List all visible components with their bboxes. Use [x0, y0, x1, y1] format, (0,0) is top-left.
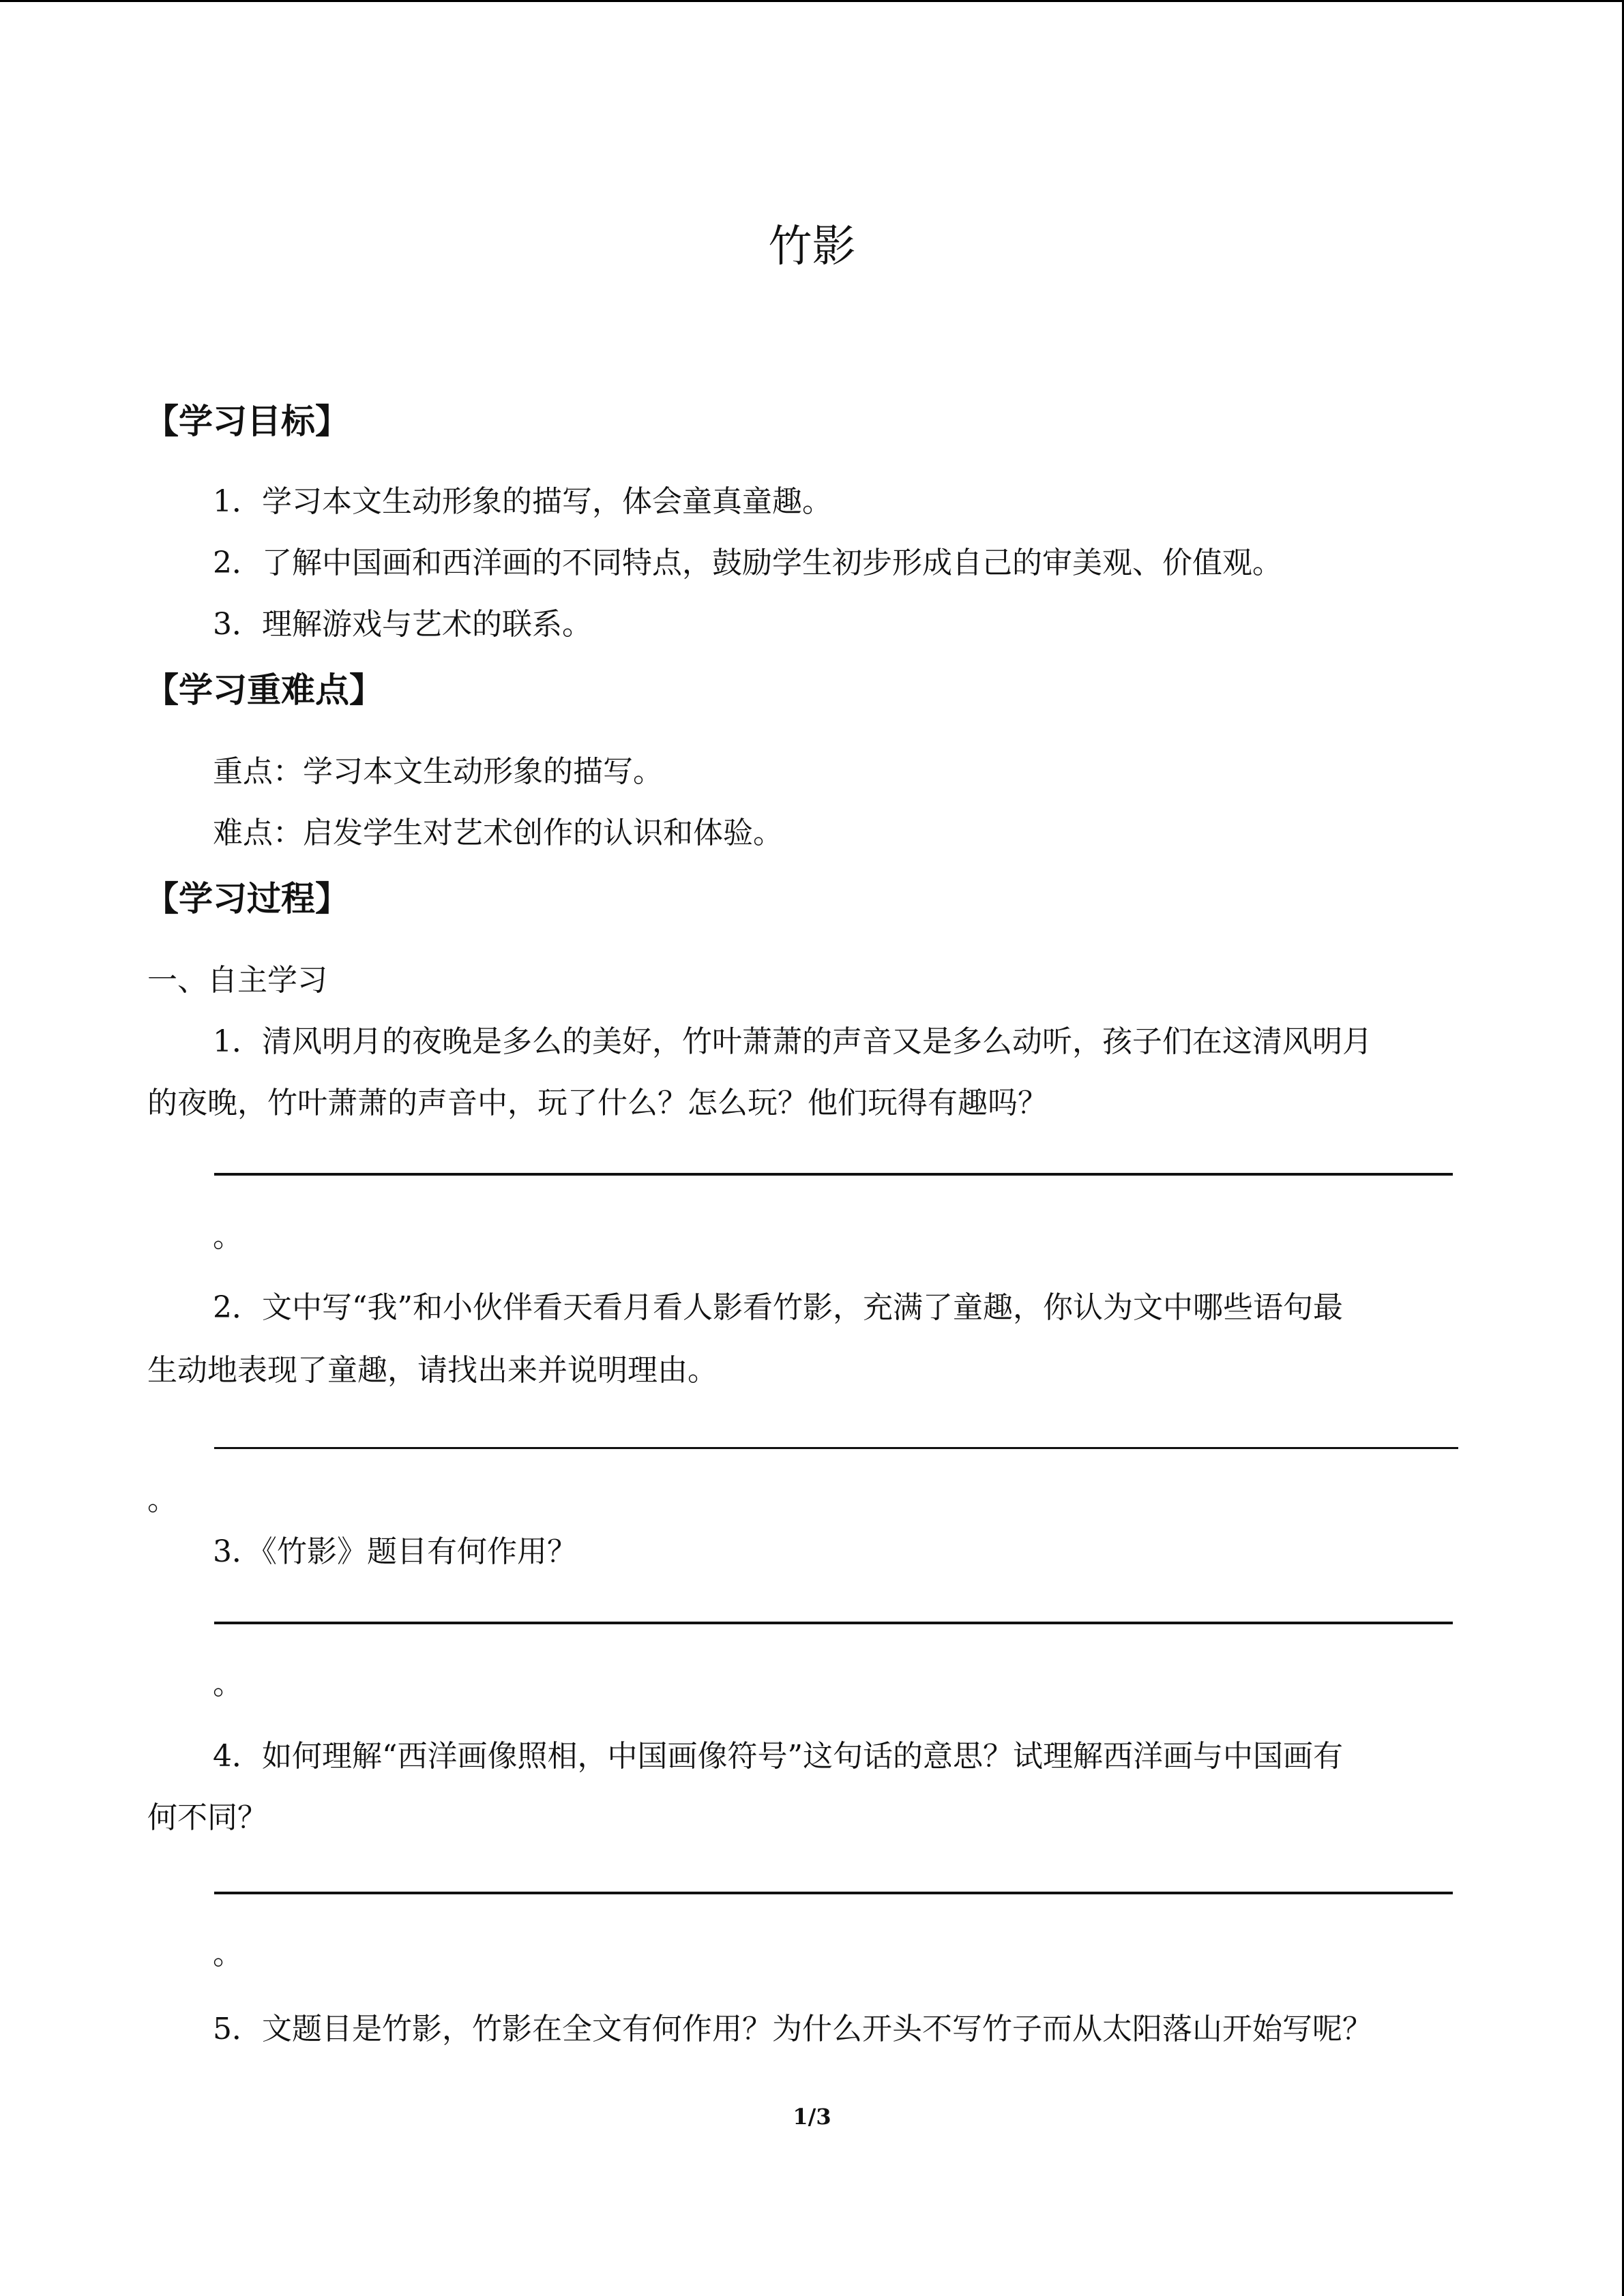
question-4-line-2: 何不同？ — [147, 1800, 267, 1835]
sub-heading: 一、自主学习 — [147, 963, 327, 998]
page-number: 1/3 — [793, 2104, 831, 2130]
answer-period: 。 — [213, 1219, 243, 1254]
question-3-line-1: 3．《竹影》题目有何作用？ — [213, 1534, 577, 1569]
key-point-item: 重点：学习本文生动形象的描写。 — [213, 754, 663, 789]
answer-line-4[interactable] — [214, 1892, 1453, 1894]
answer-period: 。 — [147, 1482, 177, 1517]
question-2-line-1: 2．文中写“我”和小伙伴看天看月看人影看竹影，充满了童趣，你认为文中哪些语句最 — [213, 1290, 1343, 1325]
key-points-heading: 【学习重难点】 — [145, 670, 383, 710]
question-2-line-2: 生动地表现了童趣，请找出来并说明理由。 — [147, 1353, 718, 1388]
answer-period: 。 — [213, 1937, 243, 1971]
answer-line-1[interactable] — [214, 1173, 1453, 1176]
page-title: 竹影 — [768, 222, 856, 272]
question-5-line-1: 5．文题目是竹影，竹影在全文有何作用？为什么开头不写竹子而从太阳落山开始写呢？ — [213, 2012, 1372, 2046]
answer-line-2[interactable] — [214, 1447, 1458, 1449]
objective-item: 2．了解中国画和西洋画的不同特点，鼓励学生初步形成自己的审美观、价值观。 — [213, 546, 1282, 580]
objective-item: 1．学习本文生动形象的描写，体会童真童趣。 — [213, 484, 832, 519]
question-4-line-1: 4．如何理解“西洋画像照相，中国画像符号”这句话的意思？试理解西洋画与中国画有 — [213, 1739, 1343, 1774]
question-1-line-1: 1．清风明月的夜晚是多么的美好，竹叶萧萧的声音又是多么动听，孩子们在这清风明月 — [213, 1024, 1372, 1059]
answer-period: 。 — [213, 1667, 243, 1701]
process-heading: 【学习过程】 — [145, 878, 349, 919]
objective-item: 3．理解游戏与艺术的联系。 — [213, 607, 592, 642]
answer-line-3[interactable] — [214, 1622, 1453, 1624]
question-1-line-2: 的夜晚，竹叶萧萧的声音中，玩了什么？怎么玩？他们玩得有趣吗？ — [147, 1086, 1048, 1120]
objectives-heading: 【学习目标】 — [145, 401, 349, 441]
key-point-item: 难点：启发学生对艺术创作的认识和体验。 — [213, 816, 783, 850]
